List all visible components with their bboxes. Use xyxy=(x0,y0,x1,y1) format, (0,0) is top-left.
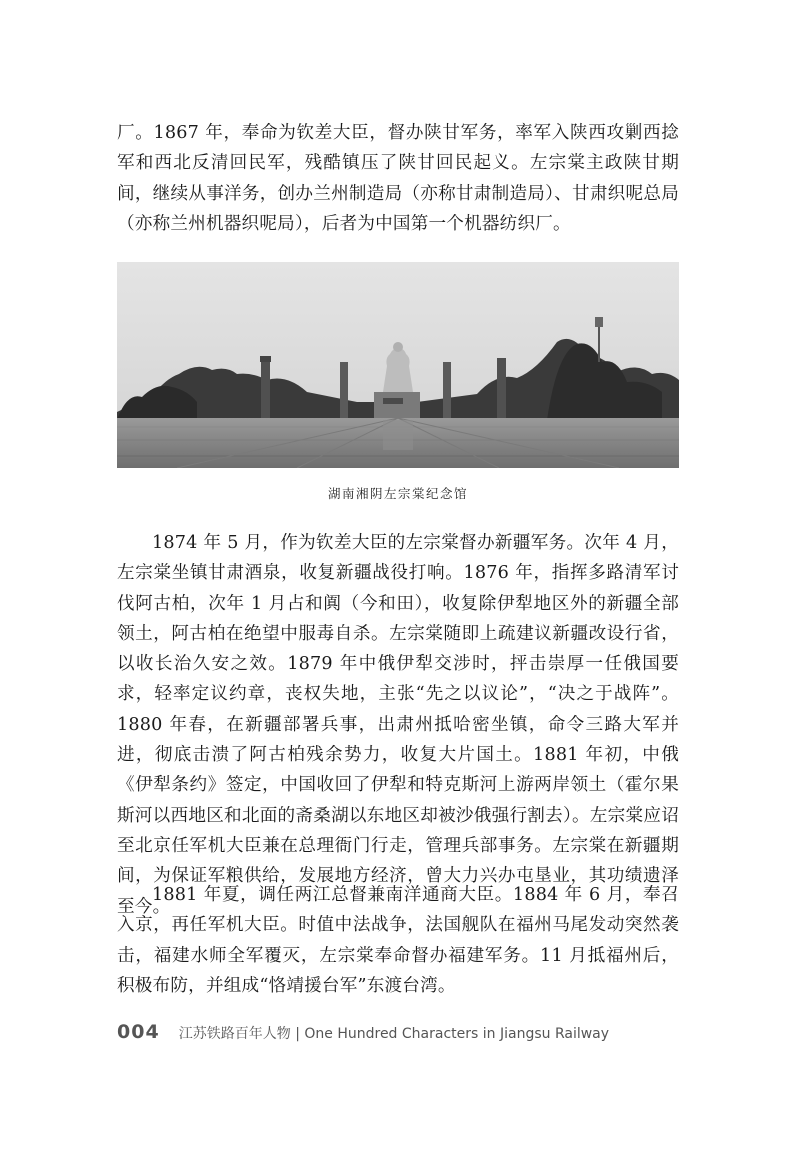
paragraph-intro: 厂。1867 年，奉命为钦差大臣，督办陕甘军务，率军入陕西攻剿西捻军和西北反清回民军，残酷镇压了陕甘回民起义。左宗棠主政陕甘期间，继续从事洋务，创办兰州制造局（亦称甘肃制造局）、甘肃织呢总局（亦称兰州机器织呢局），后者为中国第一个机器纺织厂。 xyxy=(117,123,679,234)
page-number: 004 xyxy=(117,1021,160,1043)
photo-caption: 湖南湘阴左宗棠纪念馆 xyxy=(327,486,468,501)
paragraph-fujian: 1881 年夏，调任两江总督兼南洋通商大臣。1884 年 6 月，奉召入京，再任军机大臣。时值中法战争，法国舰队在福州马尾发动突然袭击，福建水师全军覆灭，左宗棠奉命督办福建军务。11 月抵福州后，积极布防，并组成“恪靖援台军”东渡台湾。 xyxy=(117,885,679,996)
paragraph-xinjiang: 1874 年 5 月，作为钦差大臣的左宗棠督办新疆军务。次年 4 月，左宗棠坐镇甘肃酒泉，收复新疆战役打响。1876 年，指挥多路清军讨伐阿古柏，次年 1 月占和阗（今和田），收复除伊犁地区外的新疆全部领土，阿古柏在绝望中服毒自杀。左宗棠随即上疏建议新疆改设行省，以收长治久安之效。1879 年中俄伊犁交涉时，抨击崇厚一任俄国要求，轻率定议约章，丧权失地，主张“先之以议论”，“决之于战阵”。1880 年春，在新疆部署兵事，出肃州抵哈密坐镇，命令三路大军并进，彻底击溃了阿古柏残余势力，收复大片国土。1881 年初，中俄《伊犁条约》签定，中国收回了伊犁和特克斯河上游两岸领土（霍尔果斯河以西地区和北面的斋桑湖以东地区却被沙俄强行割去）。左宗棠应诏至北京任军机大臣兼在总理衙门行走，管理兵部事务。左宗棠在新疆期间，为保证军粮供给，发展地方经济，曾大力兴办屯垦业，其功绩遗泽至今。 xyxy=(117,533,679,917)
page-footer xyxy=(117,1021,717,1043)
book-title: 江苏铁路百年人物 | One Hundred Characters in Jiangsu Railway xyxy=(178,1026,610,1042)
memorial-photo xyxy=(117,262,679,468)
